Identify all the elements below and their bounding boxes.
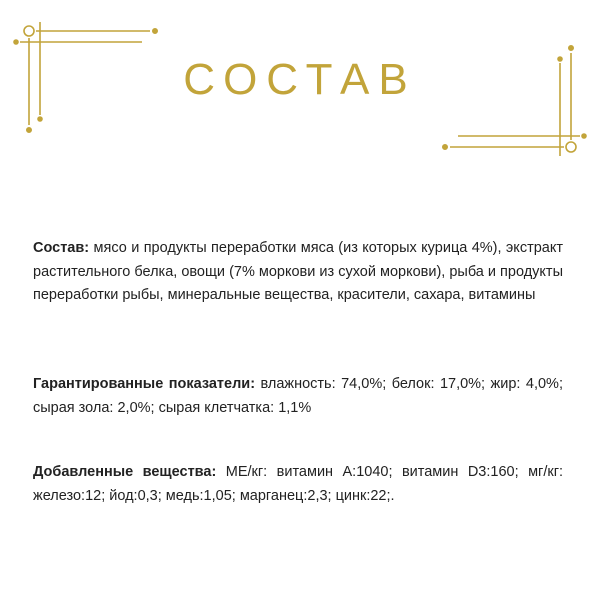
corner-ring-bottom-right xyxy=(566,142,576,152)
section-label: Добавленные вещества: xyxy=(33,464,217,480)
page-title: СОСТАВ xyxy=(183,55,417,104)
section-text: МЕ/кг: витамин А:1040; витамин D3:160; мг/кг: железо:12; йод:0,3; медь:1,05; марганец:2,3; цинк:22;. xyxy=(33,464,564,504)
section-label: Состав: xyxy=(33,240,90,256)
section-text: влажность: 74,0%; белок: 17,0%; жир: 4,0%; сырая зола: 2,0%; сырая клетчатка: 1,1% xyxy=(33,376,563,416)
additives-section xyxy=(33,461,563,508)
guaranteed-analysis-section xyxy=(33,373,563,420)
section-text: мясо и продукты переработки мяса (из которых курица 4%), экстракт растительного белка, овощи (7% моркови из сухой моркови), рыба и продукты переработки рыбы, минеральные вещества, красители, сахара, витамины xyxy=(33,240,563,303)
composition-section xyxy=(33,237,563,308)
corner-ring-top-left xyxy=(24,26,34,36)
section-label: Гарантированные показатели: xyxy=(33,376,256,392)
